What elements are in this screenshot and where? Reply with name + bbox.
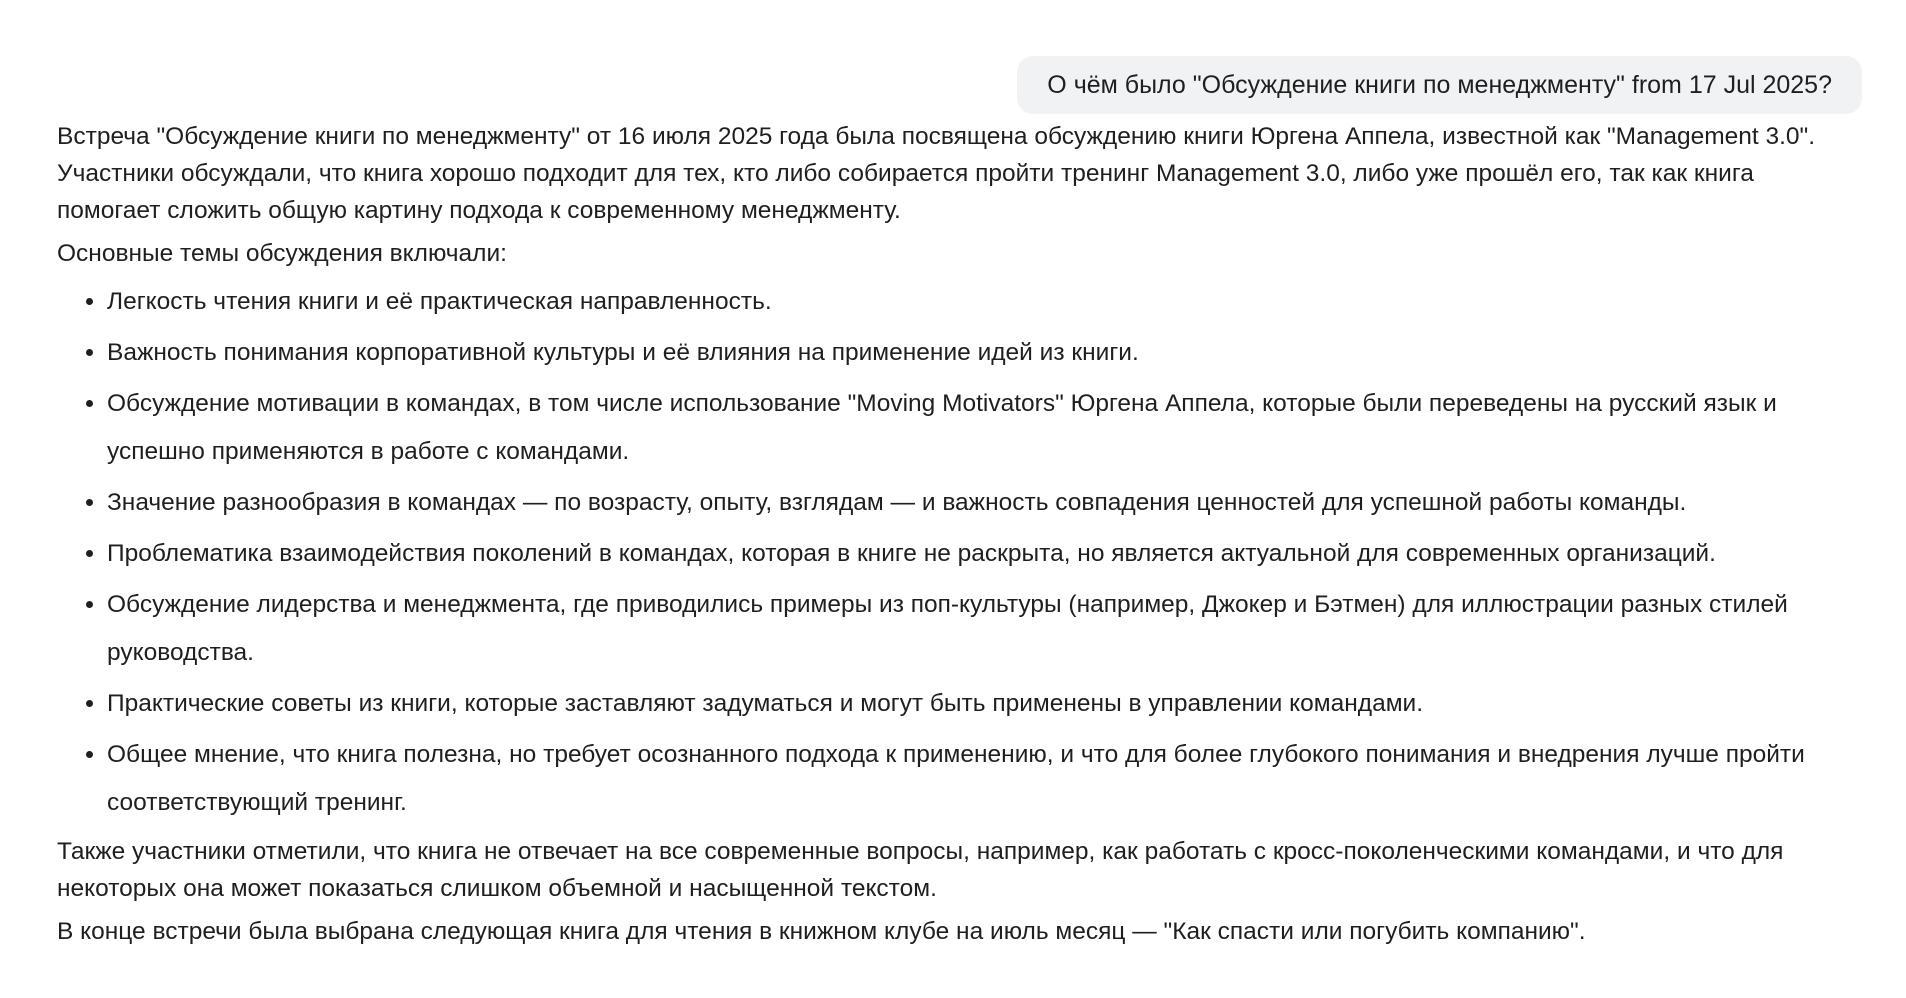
topic-item: • Важность понимания корпоративной культуры и её влияния на применение идей из книги. xyxy=(107,329,1857,377)
assistant-intro-paragraph: Встреча "Обсуждение книги по менеджменту" от 16 июля 2025 года была посвящена обсуждению книги Юргена Аппела, известной как "Management 3.0". Участники обсуждали, что книга хорошо подходит для тех, кто либо собирается пройти тренинг Management 3.0, либо уже прошёл его, так как книга помогает сложить общую картину подхода к современному менеджменту. xyxy=(57,123,1816,224)
assistant-note-paragraph: Также участники отметили, что книга не отвечает на все современные вопросы, например, как работать с кросс-поколенческими командами, и что для некоторых она может показаться слишком объемной и насыщенной текстом. xyxy=(57,838,1784,902)
topic-item: • Значение разнообразия в командах — по возрасту, опыту, взглядам — и важность совпадения ценностей для успешной работы команды. xyxy=(107,479,1857,527)
topic-item: • Практические советы из книги, которые заставляют задуматься и могут быть применены в управлении командами. xyxy=(107,680,1857,728)
topic-item: • Легкость чтения книги и её практическая направленность. xyxy=(107,278,1857,326)
topic-item: • Общее мнение, что книга полезна, но требует осознанного подхода к применению, и что для более глубокого понимания и внедрения лучше пройти соответствующий тренинг. xyxy=(107,731,1857,827)
assistant-message xyxy=(57,118,1857,956)
topics-heading: Основные темы обсуждения включали: xyxy=(57,240,507,267)
topics-list xyxy=(57,278,1857,827)
topic-item: • Обсуждение мотивации в командах, в том числе использование "Moving Motivators" Юргена Аппела, которые были переведены на русский язык и успешно применяются в работе с командами. xyxy=(107,380,1857,476)
topic-item: • Обсуждение лидерства и менеджмента, где приводились примеры из поп-культуры (например, Джокер и Бэтмен) для иллюстрации разных стилей руководства. xyxy=(107,581,1857,677)
topic-item: • Проблематика взаимодействия поколений в командах, которая в книге не раскрыта, но является актуальной для современных организаций. xyxy=(107,530,1857,578)
user-message-row xyxy=(1017,56,1862,114)
user-message-bubble: О чём было "Обсуждение книги по менеджменту" from 17 Jul 2025? xyxy=(1017,56,1862,114)
assistant-conclusion-paragraph: В конце встречи была выбрана следующая книга для чтения в книжном клубе на июль месяц — "Как спасти или погубить компанию". xyxy=(57,918,1586,945)
